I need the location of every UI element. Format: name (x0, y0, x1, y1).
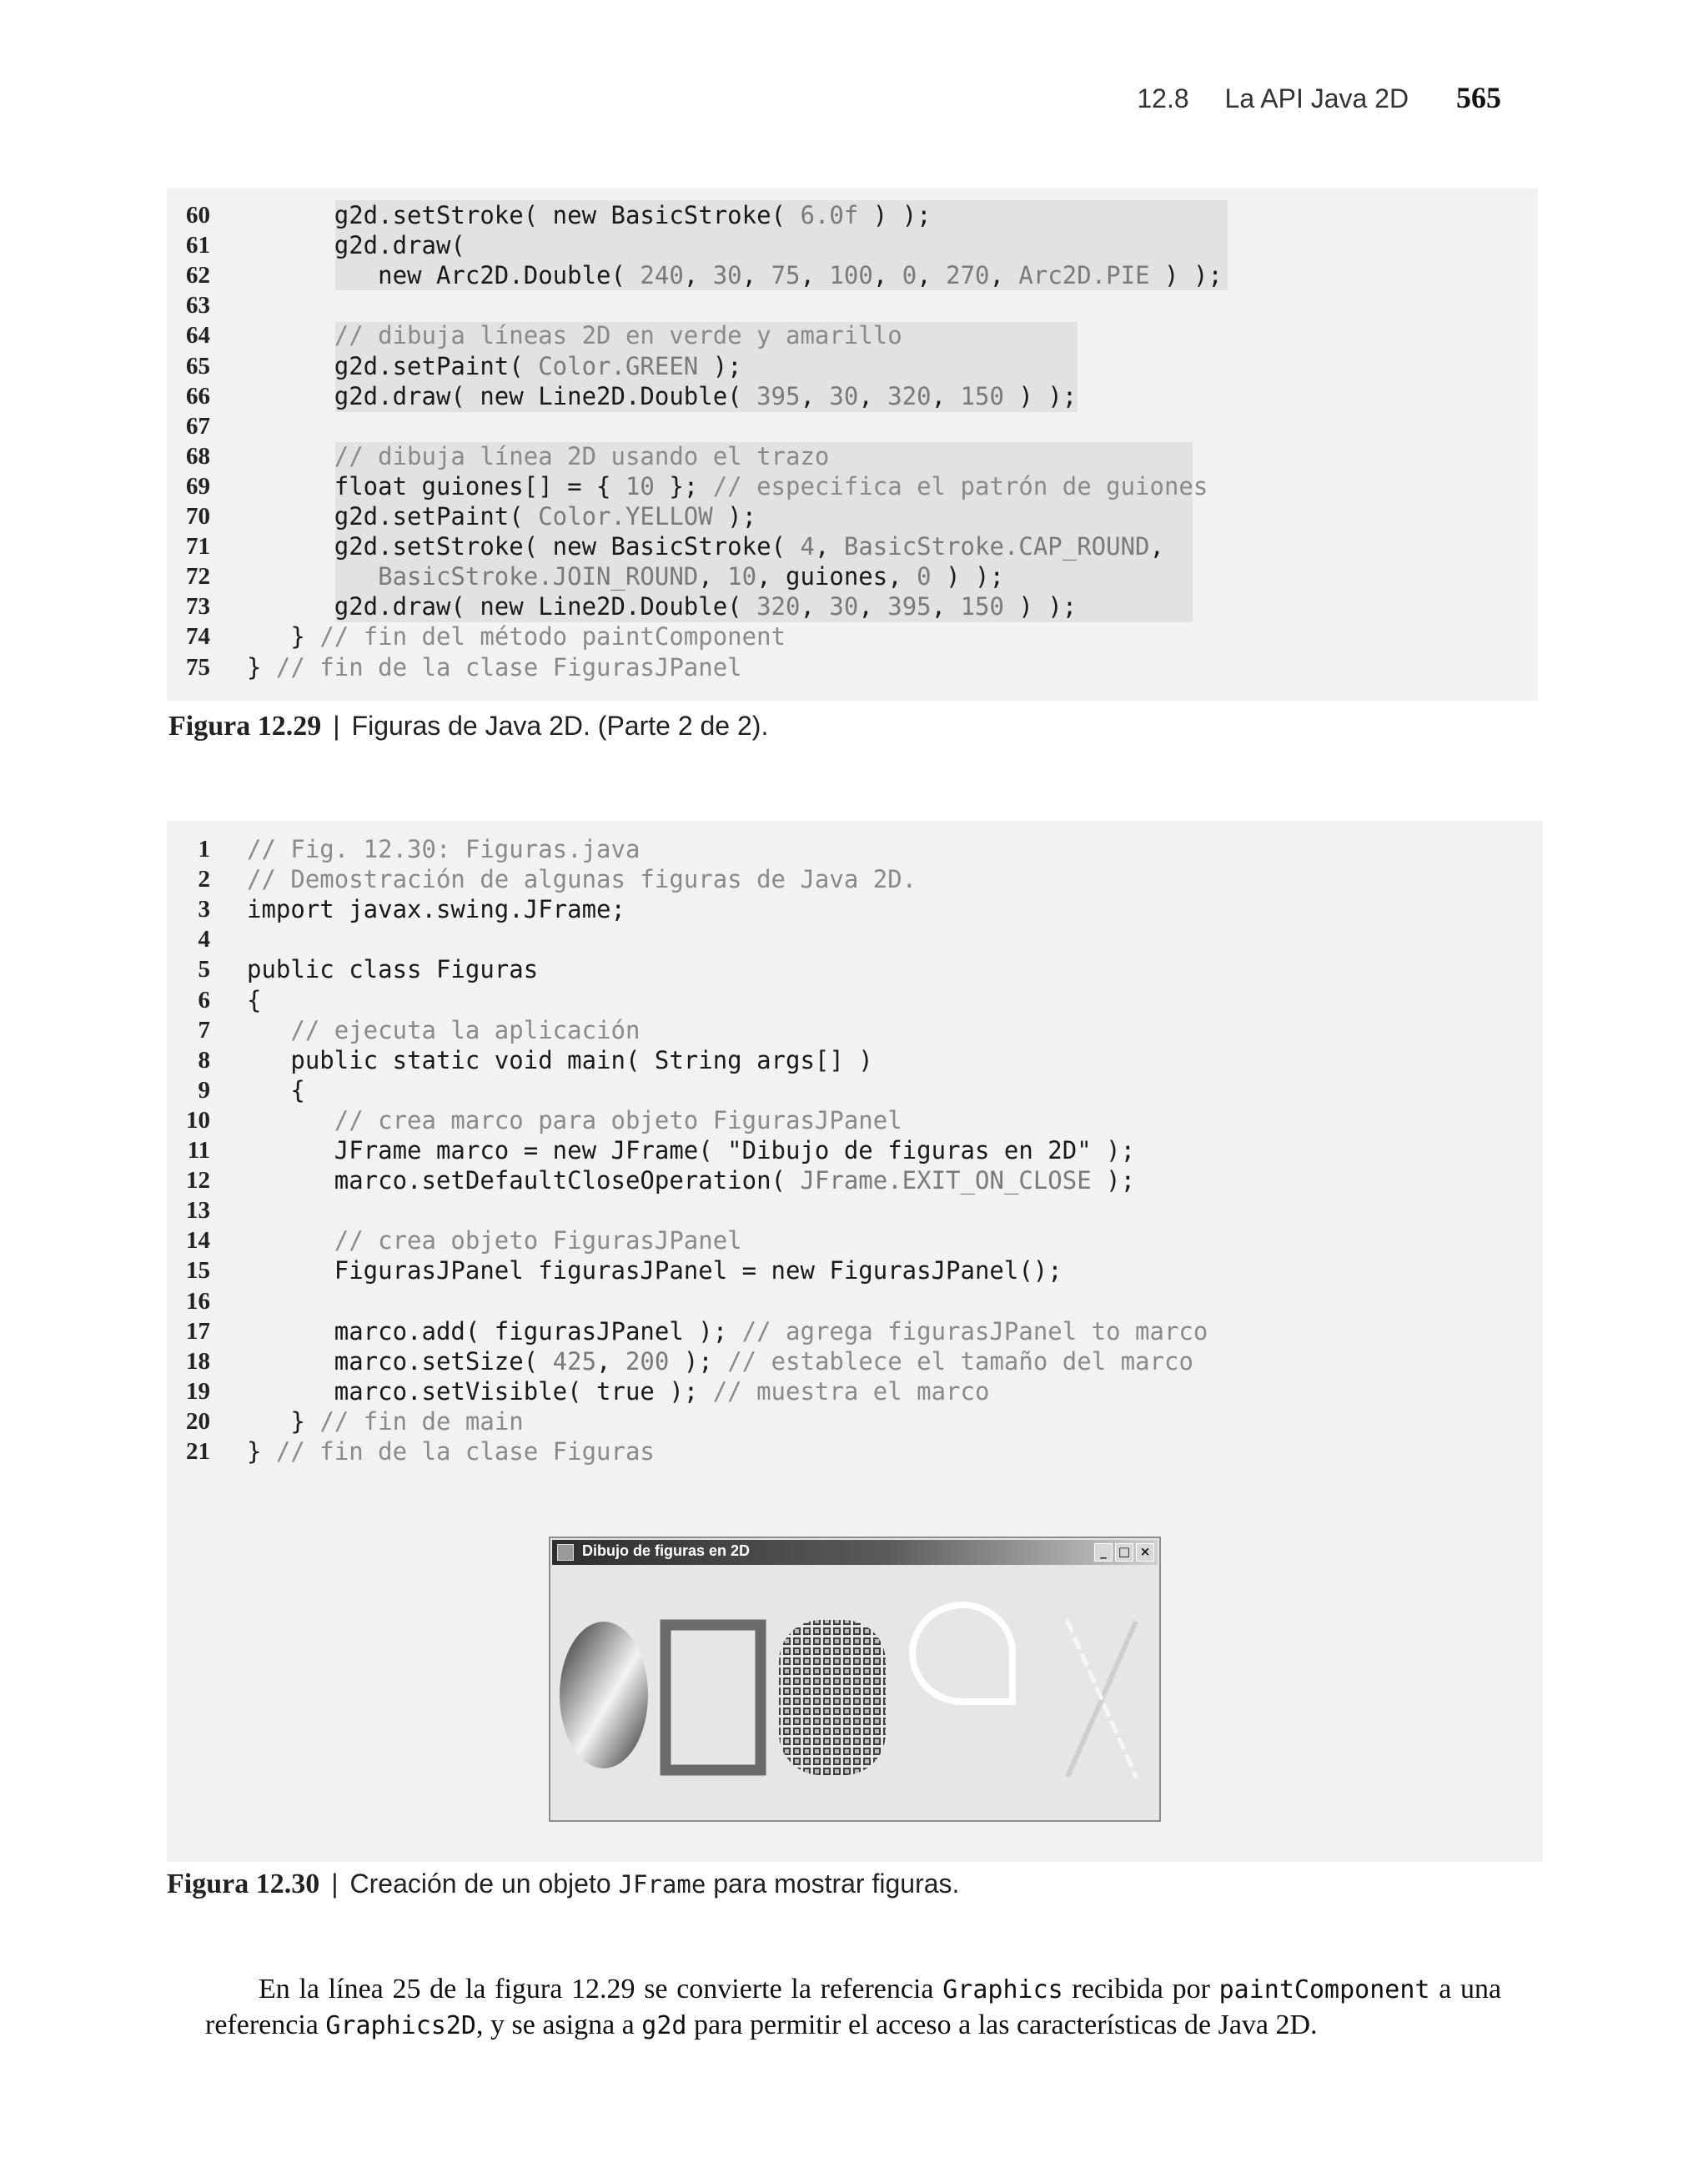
body-text-span: En la línea 25 de la figura 12.29 se convierte la referencia (259, 1974, 934, 2004)
line-number: 62 (186, 262, 210, 289)
line-number: 6 (198, 986, 210, 1014)
code-token: , (931, 381, 961, 410)
code-line (167, 561, 1538, 591)
page-number: 565 (1456, 81, 1501, 114)
line-number: 13 (186, 1197, 210, 1225)
code-literal: 4 (800, 532, 815, 561)
code-literal: 10 (625, 471, 655, 500)
line-number: 17 (186, 1317, 210, 1345)
code-token: ); (698, 351, 742, 380)
code-literal: 150 (960, 592, 1004, 621)
code-literal: 200 (625, 1346, 670, 1376)
line-number: 2 (198, 866, 210, 893)
code-line (167, 381, 1538, 411)
code-token: } (247, 1437, 276, 1466)
code-text (247, 1406, 524, 1436)
line-number: 16 (186, 1287, 210, 1315)
code-line (167, 230, 1538, 260)
maximize-button[interactable]: □ (1115, 1543, 1133, 1562)
code-token: g2d.draw( new Line2D.Double( (247, 592, 757, 621)
line-number: 68 (186, 442, 210, 470)
code-line (167, 985, 1543, 1015)
code-text (247, 1165, 1135, 1195)
code-token: , (858, 592, 888, 621)
figure-caption-12-30 (167, 1869, 959, 1900)
code-comment: // fin de la clase Figuras (275, 1437, 655, 1466)
code-text (247, 1135, 1135, 1165)
code-comment: // Demostración de algunas figuras de Java 2D. (247, 865, 917, 894)
code-text (247, 1436, 655, 1466)
code-line (167, 260, 1538, 290)
code-token: g2d.setPaint( (247, 502, 539, 531)
body-text-span: a una referencia (205, 1974, 1502, 2040)
code-literal: 150 (960, 381, 1004, 410)
body-text-span: para permitir el acceso a las características de Java 2D. (693, 2009, 1318, 2040)
code-line (167, 834, 1543, 864)
java2d-drawing (552, 1567, 1158, 1818)
code-line (167, 1316, 1543, 1346)
line-number: 5 (198, 956, 210, 983)
code-line (167, 441, 1538, 471)
code-token: } (247, 622, 320, 651)
code-literal: 6.0f (800, 201, 859, 229)
code-token: , (741, 261, 771, 290)
code-token: ) ); (1149, 261, 1223, 290)
textured-round-rectangle-shape (779, 1620, 886, 1775)
code-token: ) ); (1003, 592, 1078, 621)
jframe-window (549, 1537, 1161, 1822)
code-text (247, 351, 742, 381)
line-number: 1 (198, 836, 210, 863)
code-line (167, 1286, 1543, 1316)
code-token: ); (712, 502, 757, 531)
code-text (247, 1075, 305, 1105)
caption-separator: | (333, 711, 340, 741)
code-token: import javax.swing.JFrame; (247, 895, 625, 924)
code-text (247, 561, 1004, 591)
line-number: 3 (198, 896, 210, 923)
code-comment: // establece el tamaño del marco (727, 1346, 1193, 1376)
code-text (247, 1255, 1062, 1285)
code-text (247, 954, 538, 984)
java-app-icon (557, 1544, 574, 1561)
code-text (247, 531, 1164, 561)
code-token: , (931, 592, 961, 621)
code-token: , (698, 562, 728, 591)
code-token: ) ); (1003, 381, 1078, 410)
code-comment: // especifica el patrón de guiones (712, 471, 1208, 500)
code-token: , (872, 261, 902, 290)
code-comment: // dibuja líneas 2D en verde y amarillo (247, 321, 902, 350)
code-text (247, 652, 742, 682)
code-literal: 320 (887, 381, 932, 410)
code-text (247, 985, 261, 1015)
code-literal: 30 (829, 592, 859, 621)
code-token: ) ); (858, 201, 932, 229)
code-text (247, 1015, 640, 1045)
code-text (247, 1105, 902, 1135)
line-number: 21 (186, 1438, 210, 1465)
code-g2d: g2d (641, 2011, 687, 2040)
code-token: marco.setVisible( true ); (247, 1376, 713, 1406)
line-number: 65 (186, 352, 210, 380)
code-token: g2d.draw( new Line2D.Double( (247, 381, 757, 410)
code-literal: 320 (756, 592, 801, 621)
code-line (167, 1135, 1543, 1165)
code-token: g2d.setStroke( new BasicStroke( (247, 532, 801, 561)
code-line (167, 200, 1538, 230)
window-titlebar[interactable] (552, 1540, 1158, 1565)
white-arc-pie-shape (912, 1605, 1012, 1702)
code-text (247, 1376, 989, 1406)
line-number: 67 (186, 412, 210, 440)
section-title: La API Java 2D (1224, 83, 1409, 113)
code-token: public class Figuras (247, 955, 539, 984)
code-token: g2d.setPaint( (247, 351, 539, 380)
code-literal: Color.GREEN (538, 351, 699, 380)
line-number: 18 (186, 1347, 210, 1375)
code-comment: // fin de main (319, 1406, 524, 1436)
code-line (167, 1376, 1543, 1406)
line-number: 60 (186, 202, 210, 229)
code-line (167, 864, 1543, 894)
code-literal: Color.YELLOW (538, 502, 713, 531)
code-text (247, 1316, 1208, 1346)
code-comment: // muestra el marco (712, 1376, 990, 1406)
code-comment: // fin de la clase FigurasJPanel (275, 652, 742, 682)
code-token: , (800, 592, 830, 621)
code-literal: 100 (829, 261, 873, 290)
code-literal: 0 (917, 562, 932, 591)
code-line (167, 290, 1538, 320)
figure-caption-12-29 (168, 711, 768, 742)
line-number: 70 (186, 503, 210, 530)
code-literal: 75 (771, 261, 801, 290)
code-text (247, 200, 932, 230)
code-text (247, 441, 829, 471)
code-text (247, 1225, 742, 1255)
line-number: 19 (186, 1377, 210, 1405)
line-number: 11 (187, 1137, 210, 1164)
code-graphics2d: Graphics2D (325, 2011, 476, 2040)
code-line (167, 1045, 1543, 1075)
code-line (167, 411, 1538, 441)
code-literal: 240 (640, 261, 684, 290)
code-token: g2d.setStroke( new BasicStroke( (247, 201, 801, 229)
code-literal: 0 (902, 261, 917, 290)
code-token: , (989, 261, 1019, 290)
code-token: marco.setSize( (247, 1346, 553, 1376)
code-token: ); (1091, 1166, 1136, 1195)
code-text (247, 501, 756, 531)
line-number: 66 (186, 382, 210, 410)
code-line (167, 1255, 1543, 1285)
figure-label: Figura 12.29 (168, 711, 322, 742)
code-listing-12-29 (167, 189, 1538, 701)
code-token: marco.setDefaultCloseOperation( (247, 1166, 801, 1195)
code-token: new Arc2D.Double( (247, 261, 640, 290)
code-token: , guiones, (756, 562, 917, 591)
code-token: JFrame marco = new JFrame( "Dibujo de figuras en 2D" ); (247, 1136, 1136, 1164)
code-token: }; (654, 471, 713, 500)
figure-label: Figura 12.30 (167, 1869, 320, 1899)
code-text (247, 260, 1223, 290)
window-title: Dibujo de figuras en 2D (582, 1542, 751, 1559)
code-text (247, 1045, 873, 1075)
code-line (167, 652, 1538, 682)
code-token: g2d.draw( (247, 231, 465, 260)
code-token: ) ); (931, 562, 1004, 591)
code-token: , (596, 1346, 625, 1376)
code-literal: 10 (727, 562, 757, 591)
code-text (247, 834, 640, 864)
line-number: 4 (198, 926, 210, 953)
code-token: , (683, 261, 713, 290)
code-literal: 30 (712, 261, 742, 290)
code-token: { (247, 985, 262, 1014)
code-token: , (800, 381, 830, 410)
code-token: public static void main( String args[] ) (247, 1045, 873, 1074)
code-comment: // fin del método paintComponent (319, 622, 786, 651)
code-literal: BasicStroke.CAP_ROUND (843, 532, 1150, 561)
code-paintcomponent: paintComponent (1218, 1975, 1430, 2004)
code-token: } (247, 652, 276, 682)
code-literal: Arc2D.PIE (1018, 261, 1150, 290)
code-line (167, 1015, 1543, 1045)
code-literal: BasicStroke.JOIN_ROUND (247, 562, 699, 591)
code-comment: // Fig. 12.30: Figuras.java (247, 835, 640, 863)
code-text (247, 621, 786, 651)
code-token: FigurasJPanel figurasJPanel = new FigurasJPanel(); (247, 1256, 1062, 1285)
code-text (247, 1346, 1193, 1376)
code-literal: 425 (552, 1346, 597, 1376)
code-comment: // crea objeto FigurasJPanel (247, 1226, 742, 1255)
code-token: , (917, 261, 947, 290)
code-token: ); (669, 1346, 728, 1376)
code-line (167, 531, 1538, 561)
line-number: 7 (198, 1016, 210, 1044)
code-text (247, 471, 1208, 501)
code-line (167, 591, 1538, 621)
code-line (167, 1195, 1543, 1225)
line-number: 10 (186, 1106, 210, 1134)
code-text (247, 320, 902, 350)
code-line (167, 1346, 1543, 1376)
line-number: 8 (198, 1046, 210, 1074)
code-graphics: Graphics (942, 1975, 1063, 2004)
code-literal: 395 (887, 592, 932, 621)
code-token: marco.add( figurasJPanel ); (247, 1316, 742, 1346)
body-text-span: , y se asigna a (476, 2009, 635, 2040)
close-button[interactable]: × (1136, 1543, 1154, 1562)
line-number: 9 (198, 1076, 210, 1104)
body-paragraph (205, 1972, 1501, 2044)
code-token: , (814, 532, 844, 561)
line-number: 72 (186, 563, 210, 591)
line-number: 12 (186, 1167, 210, 1195)
code-text (247, 381, 1077, 411)
line-number: 15 (186, 1257, 210, 1285)
gradient-ellipse-shape (560, 1622, 648, 1768)
line-number: 73 (186, 593, 210, 621)
code-line (167, 1406, 1543, 1436)
code-token: , (800, 261, 830, 290)
code-text (247, 894, 625, 924)
code-line (167, 1105, 1543, 1135)
line-number: 63 (186, 292, 210, 319)
code-literal: 270 (946, 261, 990, 290)
code-text (247, 591, 1077, 621)
caption-separator: | (331, 1869, 339, 1899)
code-line (167, 621, 1538, 651)
caption-text-after: para mostrar figuras. (713, 1869, 960, 1899)
code-literal: 30 (829, 381, 859, 410)
code-line (167, 320, 1538, 350)
line-number: 75 (186, 653, 210, 681)
code-literal: 395 (756, 381, 801, 410)
code-line (167, 1165, 1543, 1195)
line-number: 71 (186, 533, 210, 561)
code-line (167, 954, 1543, 984)
code-line (167, 1436, 1543, 1466)
section-number: 12.8 (1137, 83, 1189, 113)
caption-text: Figuras de Java 2D. (Parte 2 de 2). (351, 711, 769, 741)
line-number: 64 (186, 322, 210, 350)
code-line (167, 924, 1543, 954)
line-number: 69 (186, 472, 210, 500)
code-comment: // agrega figurasJPanel to marco (741, 1316, 1208, 1346)
code-literal: JFrame.EXIT_ON_CLOSE (800, 1166, 1092, 1195)
code-token: { (247, 1075, 305, 1104)
line-number: 20 (186, 1407, 210, 1435)
line-number: 14 (186, 1227, 210, 1255)
code-text (247, 864, 917, 894)
code-token: , (858, 381, 888, 410)
code-token: , (1149, 532, 1164, 561)
figuras-jpanel-canvas (552, 1567, 1158, 1818)
code-line (167, 351, 1538, 381)
stroked-rectangle-shape (666, 1625, 761, 1770)
code-line (167, 471, 1538, 501)
code-line (167, 501, 1538, 531)
code-line (167, 894, 1543, 924)
minimize-button[interactable]: _ (1094, 1543, 1113, 1562)
caption-text: Creación de un objeto (349, 1869, 611, 1899)
paragraph (205, 1972, 1501, 2044)
code-comment: // ejecuta la aplicación (247, 1015, 640, 1044)
caption-code: JFrame (618, 1870, 706, 1899)
code-line (167, 1075, 1543, 1105)
line-number: 74 (186, 623, 210, 651)
code-token: float guiones[] = { (247, 471, 625, 500)
running-head (834, 80, 1501, 115)
code-text (247, 230, 465, 260)
code-token: } (247, 1406, 320, 1436)
line-number: 61 (186, 232, 210, 259)
body-text-span: recibida por (1072, 1974, 1210, 2004)
code-comment: // crea marco para objeto FigurasJPanel (247, 1105, 902, 1134)
code-comment: // dibuja línea 2D usando el trazo (247, 441, 830, 470)
code-line (167, 1225, 1543, 1255)
